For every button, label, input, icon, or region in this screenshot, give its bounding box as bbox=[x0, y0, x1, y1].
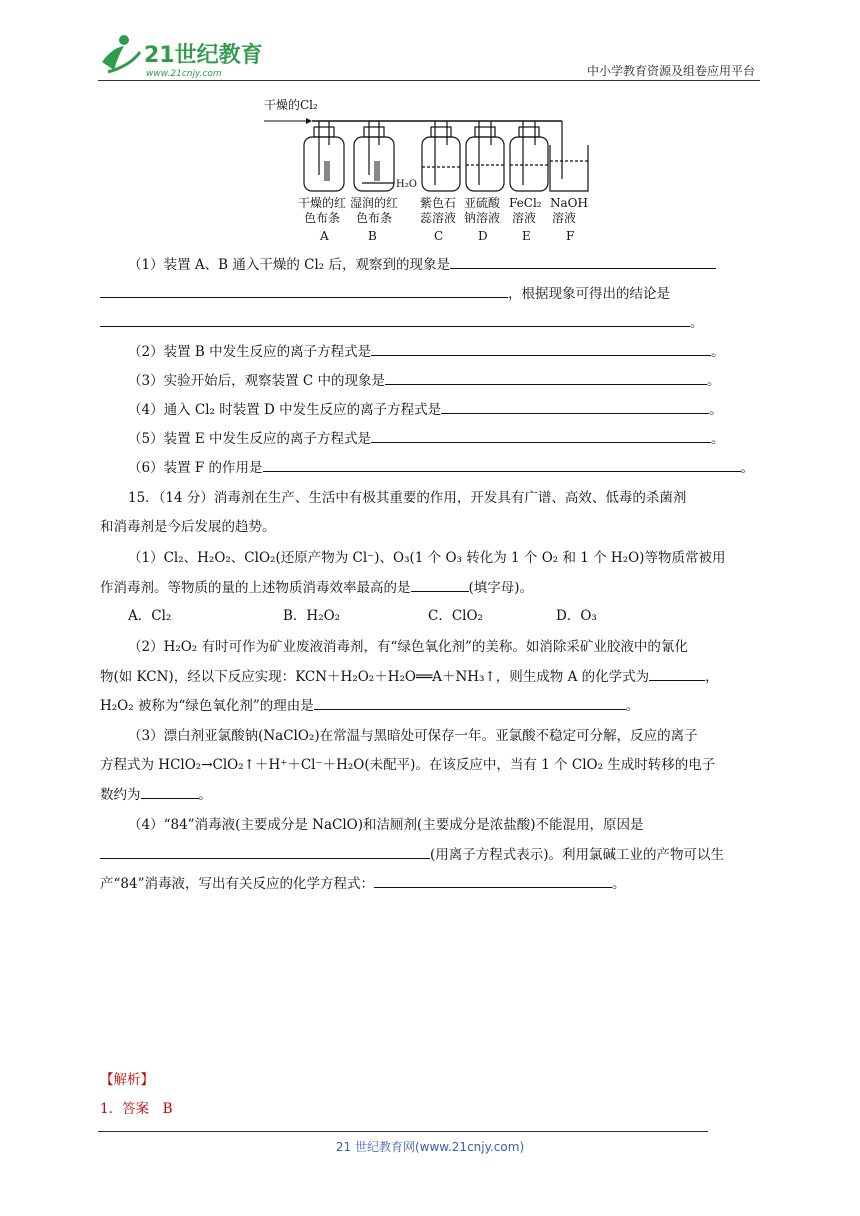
q15-sub2-cont: 物(如 KCN)，经以下反应实现：KCN＋H₂O₂＋H₂O══A＋NH₃↑，则生成物 A 的化学式为 ， bbox=[100, 666, 719, 687]
option-c: C．ClO₂ bbox=[428, 608, 483, 624]
analysis-answer: 1．答案 B bbox=[100, 1101, 173, 1117]
option-b: B．H₂O₂ bbox=[283, 608, 341, 624]
svg-text:A: A bbox=[320, 229, 329, 243]
svg-text:干燥的红: 干燥的红 bbox=[298, 196, 347, 210]
svg-text:E: E bbox=[522, 229, 531, 243]
site-logo bbox=[94, 30, 264, 80]
q15-options bbox=[128, 606, 597, 626]
logo-url: www.21cnjy.com bbox=[146, 69, 222, 79]
svg-text:湿润的红: 湿润的红 bbox=[350, 196, 399, 210]
q14-part4: （4）通入 Cl₂ 时装置 D 中发生反应的离子方程式是 。 bbox=[128, 399, 723, 420]
q14-part5: （5）装置 E 中发生反应的离子方程式是 。 bbox=[128, 428, 725, 449]
svg-text:B: B bbox=[368, 229, 377, 243]
svg-text:NaOH: NaOH bbox=[550, 196, 588, 210]
answer-blank[interactable] bbox=[314, 695, 626, 710]
answer-blank[interactable] bbox=[385, 370, 707, 385]
q15-sub1-cont: 作消毒剂。等物质的量的上述物质消毒效率最高的是 (填字母)。 bbox=[100, 577, 533, 598]
q15-intro-cont: 和消毒剂是今后发展的趋势。 bbox=[100, 519, 276, 535]
answer-blank[interactable] bbox=[371, 428, 711, 443]
svg-text:亚硫酸: 亚硫酸 bbox=[464, 196, 501, 210]
footer-link[interactable]: 21 世纪教育网(www.21cnjy.com) bbox=[335, 1140, 525, 1154]
svg-text:C: C bbox=[434, 229, 444, 243]
q15-sub1: （1）Cl₂、H₂O₂、ClO₂(还原产物为 Cl⁻)、O₃(1 个 O₃ 转化为 1 个 O₂ 和 1 个 H₂O)等物质常被用 bbox=[128, 550, 726, 566]
answer-blank[interactable] bbox=[411, 577, 469, 592]
q15-sub3: （3）漂白剂亚氯酸钠(NaClO₂)在常温与黑暗处可保存一年。亚氯酸不稳定可分解，反应的离子 bbox=[128, 728, 698, 744]
logo-text: 21世纪教育 bbox=[144, 43, 263, 68]
bottle-d bbox=[466, 121, 504, 191]
apparatus-diagram bbox=[262, 95, 592, 245]
q15-sub4: （4）“84”消毒液(主要成分是 NaClO)和洁厕剂(主要成分是浓盐酸)不能混用，原因是 bbox=[128, 817, 644, 833]
q14-part6: （6）装置 F 的作用是 。 bbox=[128, 457, 754, 478]
answer-blank[interactable] bbox=[141, 784, 199, 799]
q15-sub4-cont: (用离子方程式表示)。利用氯碱工业的产物可以生 bbox=[100, 844, 724, 865]
bottle-c bbox=[422, 121, 460, 191]
answer-blank[interactable] bbox=[450, 254, 716, 269]
answer-blank[interactable] bbox=[441, 399, 709, 414]
beaker-f bbox=[550, 121, 588, 191]
bottle-a bbox=[304, 121, 344, 191]
q14-part2: （2）装置 B 中发生反应的离子方程式是 。 bbox=[128, 341, 725, 362]
analysis-title: 【解析】 bbox=[100, 1072, 154, 1088]
q15-intro: 15．（14 分）消毒剂在生产、生活中有极其重要的作用，开发具有广谱、高效、低毒的杀菌剂 bbox=[128, 490, 687, 506]
svg-text:FeCl₂: FeCl₂ bbox=[509, 196, 542, 210]
answer-blank[interactable] bbox=[100, 844, 430, 859]
answer-blank[interactable] bbox=[371, 341, 711, 356]
header-divider bbox=[98, 80, 760, 81]
bottle-e bbox=[510, 121, 548, 191]
answer-blank[interactable] bbox=[263, 457, 741, 472]
svg-text:钠溶液: 钠溶液 bbox=[464, 211, 501, 225]
q15-sub3-end: 数约为 。 bbox=[100, 784, 212, 805]
water-label: H₂O bbox=[396, 179, 417, 190]
q14-part1: （1）装置 A、B 通入干燥的 Cl₂ 后，观察到的现象是 bbox=[128, 254, 716, 275]
svg-text:溶液: 溶液 bbox=[512, 211, 537, 225]
option-a: A．Cl₂ bbox=[128, 608, 172, 624]
q14-part1-end: 。 bbox=[100, 312, 704, 333]
option-d: D．O₃ bbox=[556, 608, 597, 624]
q14-part3: （3）实验开始后，观察装置 C 中的现象是 。 bbox=[128, 370, 721, 391]
bottle-b bbox=[354, 121, 394, 191]
q15-sub3-cont: 方程式为 HClO₂→ClO₂↑＋H⁺＋Cl⁻＋H₂O(未配平)。在该反应中，当有 1 个 ClO₂ 生成时转移的电子 bbox=[100, 757, 716, 773]
answer-blank[interactable] bbox=[100, 312, 690, 327]
q14-part1-cont: ，根据现象可得出的结论是 bbox=[100, 283, 670, 304]
answer-blank[interactable] bbox=[649, 666, 705, 681]
footer-divider bbox=[98, 1131, 708, 1132]
answer-blank[interactable] bbox=[100, 283, 508, 298]
header-platform-name: 中小学教育资源及组卷应用平台 bbox=[586, 64, 755, 78]
svg-text:紫色石: 紫色石 bbox=[420, 196, 457, 210]
q15-sub2: （2）H₂O₂ 有时可作为矿业废液消毒剂，有“绿色氧化剂”的美称。如消除采矿业胶液中的氰化 bbox=[128, 639, 688, 655]
svg-text:F: F bbox=[566, 229, 575, 243]
q15-sub4-end: 产“84”消毒液，写出有关反应的化学方程式： 。 bbox=[100, 873, 625, 894]
svg-text:色布条: 色布条 bbox=[356, 211, 393, 225]
svg-text:D: D bbox=[478, 229, 488, 243]
inlet-label: 干燥的Cl₂ bbox=[264, 98, 318, 112]
svg-text:溶液: 溶液 bbox=[552, 211, 577, 225]
q15-sub2-end: H₂O₂ 被称为“绿色氧化剂”的理由是 。 bbox=[100, 695, 639, 716]
svg-text:色布条: 色布条 bbox=[304, 211, 341, 225]
svg-text:蕊溶液: 蕊溶液 bbox=[420, 211, 457, 225]
answer-blank[interactable] bbox=[374, 873, 612, 888]
